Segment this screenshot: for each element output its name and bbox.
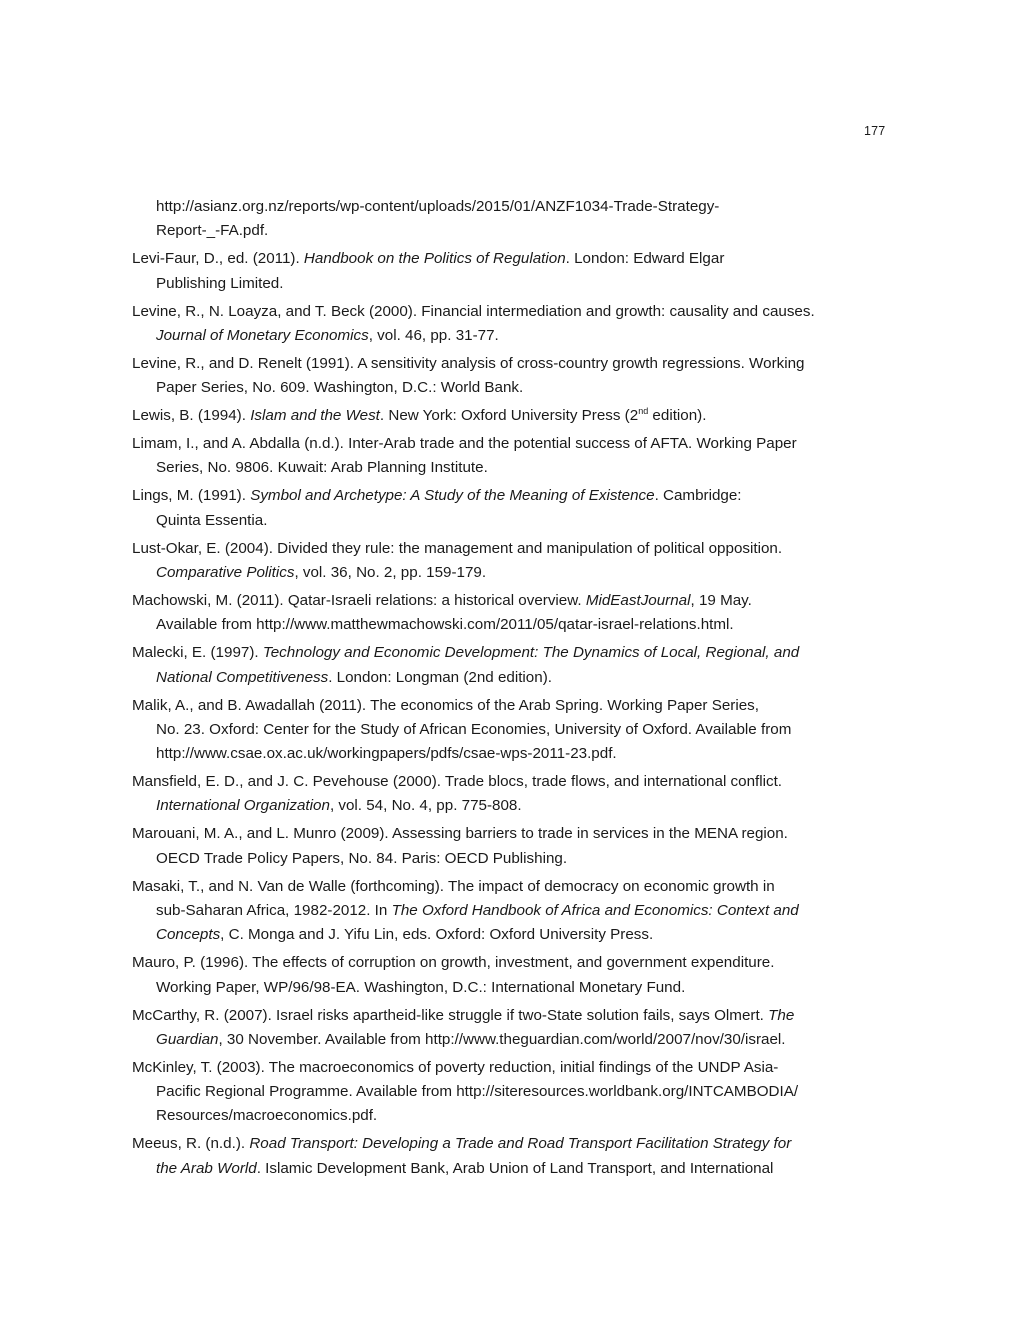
reference-text: Lust-Okar, E. (2004). Divided they rule: the management and manipulation of political opposition. <box>132 539 783 557</box>
reference-title: MidEastJournal <box>585 591 691 609</box>
reference-text: Series, No. 9806. Kuwait: Arab Planning Institute. <box>156 459 488 477</box>
reference-text: Limam, I., and A. Abdalla (n.d.). Inter-Arab trade and the potential success of AFTA. Working Paper <box>132 435 797 453</box>
reference-text: http://www.csae.ox.ac.uk/workingpapers/pdfs/csae-wps-2011-23.pdf. <box>156 745 617 763</box>
reference-entry <box>132 822 892 871</box>
reference-text: , vol. 36, No. 2, pp. 159-179. <box>294 563 487 581</box>
reference-text: Quinta Essentia. <box>156 511 268 529</box>
reference-title: International Organization <box>156 797 330 815</box>
reference-text: Levine, R., and D. Renelt (1991). A sensitivity analysis of cross-country growth regressions. Working <box>132 354 805 372</box>
reference-text: Report-_-FA.pdf. <box>156 222 269 240</box>
reference-entry <box>132 875 892 948</box>
reference-text: Lings, M. (1991). <box>132 487 251 505</box>
reference-entry <box>132 589 892 638</box>
reference-title: The <box>768 1006 795 1024</box>
reference-entry <box>132 195 892 244</box>
reference-text: Pacific Regional Programme. Available from http://siteresources.worldbank.org/INTCAMBODIA/ <box>156 1083 799 1101</box>
reference-text: . London: Longman (2nd edition). <box>328 668 552 686</box>
reference-title: Journal of Monetary Economics <box>156 326 369 344</box>
reference-text: Malik, A., and B. Awadallah (2011). The economics of the Arab Spring. Working Paper Series, <box>132 696 759 714</box>
reference-text: , C. Monga and J. Yifu Lin, eds. Oxford: Oxford University Press. <box>220 926 654 944</box>
reference-text: Malecki, E. (1997). <box>132 644 263 662</box>
reference-entry <box>132 352 892 401</box>
reference-entry <box>132 770 892 819</box>
reference-text: . New York: Oxford University Press (2 <box>379 407 639 425</box>
reference-text: Levine, R., N. Loayza, and T. Beck (2000). Financial intermediation and growth: causality and causes. <box>132 302 815 320</box>
reference-entry <box>132 404 892 428</box>
reference-text: McKinley, T. (2003). The macroeconomics of poverty reduction, initial findings of the UNDP Asia- <box>132 1058 779 1076</box>
reference-text: . Islamic Development Bank, Arab Union of Land Transport, and International <box>256 1159 774 1177</box>
reference-entry <box>132 247 892 296</box>
reference-title: Symbol and Archetype: A Study of the Meaning of Existence <box>250 487 655 505</box>
reference-text: Available from http://www.matthewmachowski.com/2011/05/qatar-israel-relations.html. <box>156 616 734 634</box>
page-number: 177 <box>864 124 886 138</box>
reference-entry <box>132 1004 892 1053</box>
reference-entry <box>132 432 892 481</box>
reference-entry <box>132 641 892 690</box>
reference-title: The Oxford Handbook of Africa and Economics: Context and <box>391 901 799 919</box>
reference-text: Resources/macroeconomics.pdf. <box>156 1107 378 1125</box>
superscript: nd <box>638 406 649 417</box>
reference-title: Concepts <box>156 926 221 944</box>
reference-entry <box>132 1132 892 1181</box>
reference-title: Islam and the West <box>250 407 380 425</box>
reference-text: Marouani, M. A., and L. Munro (2009). Assessing barriers to trade in services in the MENA region. <box>132 825 788 843</box>
reference-text: , vol. 46, pp. 31-77. <box>368 326 499 344</box>
reference-text: , 19 May. <box>690 591 752 609</box>
reference-text: Mansfield, E. D., and J. C. Pevehouse (2000). Trade blocs, trade flows, and international conflict. <box>132 773 783 791</box>
reference-entry <box>132 951 892 1000</box>
reference-text: Publishing Limited. <box>156 274 284 292</box>
reference-text: edition). <box>648 407 707 425</box>
reference-title: Technology and Economic Development: The Dynamics of Local, Regional, and <box>262 644 800 662</box>
reference-text: Mauro, P. (1996). The effects of corruption on growth, investment, and government expenditure. <box>132 954 775 972</box>
reference-text: . London: Edward Elgar <box>565 250 725 268</box>
reference-entry <box>132 300 892 349</box>
reference-title: Guardian <box>156 1030 219 1048</box>
reference-text: , 30 November. Available from http://www.theguardian.com/world/2007/nov/30/israel. <box>218 1030 786 1048</box>
reference-title: Handbook on the Politics of Regulation <box>303 250 566 268</box>
reference-text: Meeus, R. (n.d.). <box>132 1135 250 1153</box>
reference-text: Lewis, B. (1994). <box>132 407 251 425</box>
reference-text: Machowski, M. (2011). Qatar-Israeli relations: a historical overview. <box>132 591 586 609</box>
reference-entry <box>132 694 892 767</box>
reference-list <box>132 195 892 1185</box>
reference-entry <box>132 537 892 586</box>
reference-title: Comparative Politics <box>156 563 295 581</box>
reference-text: McCarthy, R. (2007). Israel risks apartheid-like struggle if two-State solution fails, says Olmert. <box>132 1006 769 1024</box>
reference-text: http://asianz.org.nz/reports/wp-content/uploads/2015/01/ANZF1034-Trade-Strategy- <box>156 198 720 215</box>
reference-title: the Arab World <box>156 1159 257 1177</box>
reference-text: . Cambridge: <box>654 487 742 505</box>
reference-text: Masaki, T., and N. Van de Walle (forthcoming). The impact of democracy on economic growth in <box>132 877 775 895</box>
reference-text: sub-Saharan Africa, 1982-2012. In <box>156 901 392 919</box>
reference-text: OECD Trade Policy Papers, No. 84. Paris: OECD Publishing. <box>156 849 568 867</box>
reference-text: No. 23. Oxford: Center for the Study of African Economies, University of Oxford. Available from <box>156 720 792 738</box>
reference-text: Working Paper, WP/96/98-EA. Washington, D.C.: International Monetary Fund. <box>156 978 686 996</box>
reference-text: Levi-Faur, D., ed. (2011). <box>132 250 304 268</box>
reference-entry <box>132 484 892 533</box>
reference-title: National Competitiveness <box>156 668 329 686</box>
reference-text: , vol. 54, No. 4, pp. 775-808. <box>329 797 522 815</box>
reference-text: Paper Series, No. 609. Washington, D.C.: World Bank. <box>156 379 524 397</box>
reference-entry <box>132 1056 892 1129</box>
reference-title: Road Transport: Developing a Trade and Road Transport Facilitation Strategy for <box>249 1135 792 1153</box>
